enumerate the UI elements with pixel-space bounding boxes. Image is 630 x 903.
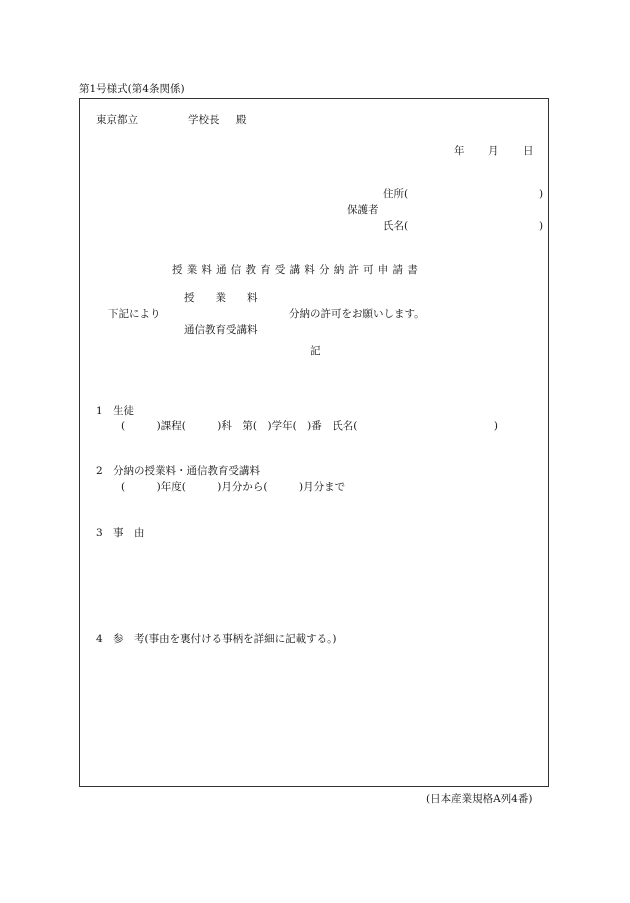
request-option-2: 通信教育受講料: [184, 324, 258, 336]
ki-label: 記: [310, 345, 321, 357]
section-4-heading: 参 考(事由を裏付ける事柄を詳細に記載する。): [113, 633, 337, 645]
request-option-1: 授 業 料: [184, 292, 258, 304]
guardian-label: 保護者: [347, 204, 379, 216]
addressee-honorific: 殿: [236, 114, 247, 126]
address-close: ): [539, 188, 544, 200]
section-1-number: 1: [96, 405, 103, 417]
date-month: 月: [488, 145, 499, 157]
request-suffix: 分納の許可をお願いします。: [289, 308, 425, 320]
section-3-number: 3: [96, 527, 103, 539]
section-1-heading: 生徒: [113, 405, 134, 417]
address-label: 住所(: [383, 188, 409, 200]
request-prefix: 下記により: [108, 308, 161, 320]
addressee-prefix: 東京都立: [96, 114, 138, 126]
form-title: 授業料通信教育受講料分納許可申請書: [172, 264, 422, 276]
date-year: 年: [454, 145, 465, 157]
section-2-heading: 分納の授業料・通信教育受講料: [113, 465, 260, 477]
section-3-heading: 事 由: [113, 527, 145, 539]
section-1-line: ( )課程( )科 第( )学年( )番 氏名( ): [121, 420, 498, 432]
name-label: 氏名(: [383, 220, 409, 232]
name-close: ): [539, 220, 544, 232]
section-4-number: 4: [96, 633, 103, 645]
section-2-line: ( )年度( )月分から( )月分まで: [121, 481, 346, 493]
paper-size-note: (日本産業規格A列4番): [426, 793, 533, 805]
form-label: 第1号様式(第4条関係): [79, 83, 185, 95]
section-2-number: 2: [96, 465, 103, 477]
addressee-title: 学校長: [188, 114, 220, 126]
form-frame: [79, 98, 549, 787]
date-day: 日: [523, 145, 534, 157]
